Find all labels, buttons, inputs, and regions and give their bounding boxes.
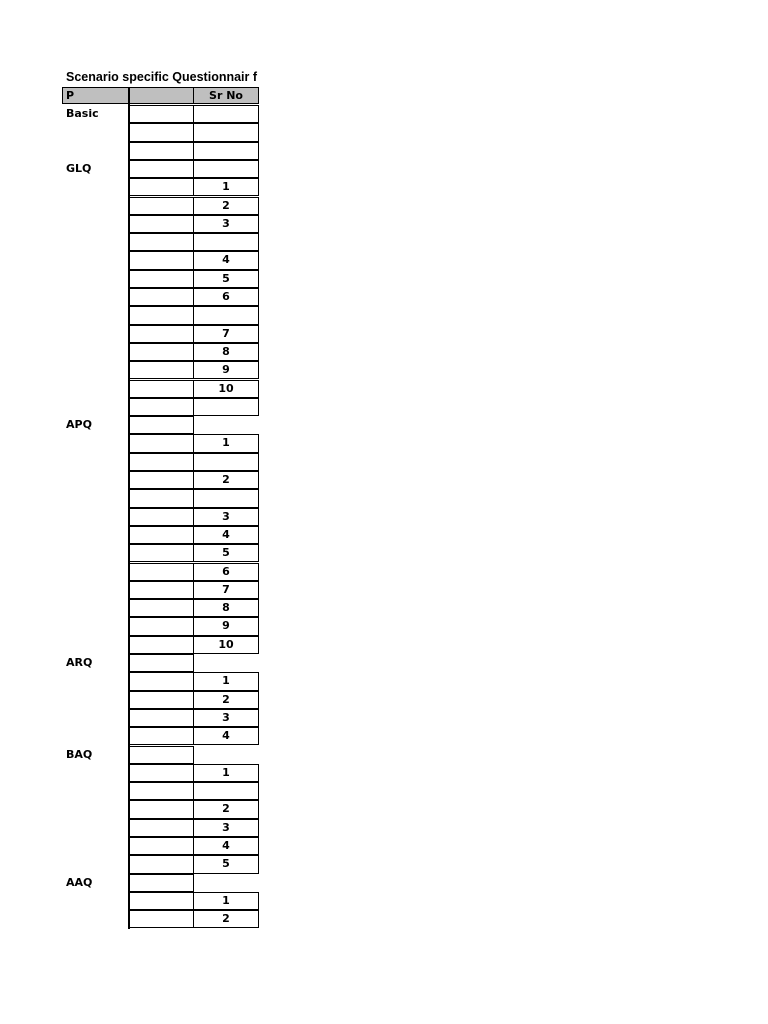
sr-no-value: 2 bbox=[222, 912, 230, 926]
section-label: Basic bbox=[66, 107, 99, 120]
table-cell[interactable] bbox=[128, 855, 194, 873]
sr-no-value bbox=[194, 746, 258, 764]
table-cell[interactable] bbox=[128, 178, 194, 196]
sr-no-value bbox=[194, 874, 258, 892]
table-cell[interactable] bbox=[128, 874, 194, 892]
sr-no-value: 5 bbox=[222, 271, 230, 285]
table-cell[interactable] bbox=[128, 471, 194, 489]
sr-no-value bbox=[194, 105, 258, 123]
table-cell[interactable] bbox=[128, 599, 194, 617]
table-cell[interactable] bbox=[128, 361, 194, 379]
table-cell[interactable] bbox=[128, 654, 194, 672]
table-cell[interactable] bbox=[128, 416, 194, 434]
table-cell[interactable] bbox=[128, 434, 194, 452]
table-cell[interactable] bbox=[128, 325, 194, 343]
sr-no-value: 1 bbox=[222, 893, 230, 907]
table-cell[interactable] bbox=[128, 453, 194, 471]
table-cell[interactable] bbox=[128, 105, 194, 123]
table-cell[interactable] bbox=[128, 727, 194, 745]
sr-no-value bbox=[194, 782, 258, 800]
sr-no-value: 10 bbox=[218, 381, 234, 395]
sr-no-value bbox=[194, 306, 258, 324]
sr-no-value: 4 bbox=[222, 527, 230, 541]
sr-no-value bbox=[194, 123, 258, 141]
table-cell[interactable] bbox=[128, 380, 194, 398]
section-label: ARQ bbox=[66, 656, 93, 669]
sr-no-value: 5 bbox=[222, 857, 230, 871]
sr-no-value bbox=[194, 142, 258, 160]
table-cell[interactable] bbox=[128, 489, 194, 507]
table-cell[interactable] bbox=[128, 746, 194, 764]
sr-no-value: 1 bbox=[222, 674, 230, 688]
section-label: BAQ bbox=[66, 747, 93, 761]
sr-no-value: 4 bbox=[222, 729, 230, 743]
sr-no-value: 3 bbox=[222, 820, 230, 834]
table-cell[interactable] bbox=[128, 617, 194, 635]
table-cell[interactable] bbox=[128, 544, 194, 562]
sr-no-value bbox=[194, 233, 258, 251]
table-cell[interactable] bbox=[128, 800, 194, 818]
sr-no-value: 10 bbox=[218, 637, 234, 651]
table-cell[interactable] bbox=[128, 910, 194, 928]
table-left-border bbox=[128, 87, 130, 929]
sr-no-value bbox=[194, 398, 258, 416]
sr-no-value: 6 bbox=[222, 290, 230, 303]
table-cell[interactable] bbox=[128, 563, 194, 581]
table-cell[interactable] bbox=[128, 636, 194, 654]
sr-no-value: 7 bbox=[222, 326, 230, 340]
table-cell[interactable] bbox=[128, 270, 194, 288]
sr-no-value: 1 bbox=[222, 436, 230, 450]
sr-no-value: 1 bbox=[222, 765, 230, 779]
sr-no-value: 8 bbox=[222, 344, 230, 358]
table-cell[interactable] bbox=[128, 160, 194, 178]
section-label: AAQ bbox=[66, 875, 93, 889]
sr-no-value: 5 bbox=[222, 546, 230, 560]
table-cell[interactable] bbox=[128, 892, 194, 910]
table-cell[interactable] bbox=[128, 526, 194, 544]
table-cell[interactable] bbox=[128, 288, 194, 306]
table-cell[interactable] bbox=[128, 142, 194, 160]
table-cell[interactable] bbox=[128, 123, 194, 141]
sr-no-value bbox=[194, 453, 258, 471]
sr-no-value: 3 bbox=[222, 710, 230, 724]
table-cell[interactable] bbox=[128, 764, 194, 782]
table-cell[interactable] bbox=[128, 672, 194, 690]
header-cell-p[interactable]: P bbox=[62, 87, 129, 104]
table-cell[interactable] bbox=[128, 197, 194, 215]
sr-no-value: 6 bbox=[222, 564, 230, 578]
sr-no-value bbox=[194, 416, 258, 434]
sr-no-value: 7 bbox=[222, 582, 230, 596]
sr-no-value: 4 bbox=[222, 839, 230, 852]
sr-no-value: 2 bbox=[222, 198, 230, 212]
sr-no-value: 8 bbox=[222, 601, 230, 615]
section-label: APQ bbox=[66, 418, 92, 432]
table-cell[interactable] bbox=[128, 343, 194, 361]
table-cell[interactable] bbox=[128, 215, 194, 233]
sr-no-value: 4 bbox=[222, 253, 230, 267]
sr-no-value: 9 bbox=[222, 363, 230, 377]
header-cell-sr-no[interactable]: Sr No bbox=[193, 87, 259, 104]
sr-no-value: 2 bbox=[222, 473, 230, 486]
table-cell[interactable] bbox=[128, 819, 194, 837]
table-cell[interactable] bbox=[128, 233, 194, 251]
table-cell[interactable] bbox=[128, 581, 194, 599]
table-cell[interactable] bbox=[128, 837, 194, 855]
sr-no-value: 3 bbox=[222, 509, 230, 523]
sr-no-value bbox=[194, 654, 258, 672]
sr-no-value bbox=[194, 160, 258, 178]
sheet-title: Scenario specific Questionnair f bbox=[66, 70, 258, 84]
table-cell[interactable] bbox=[128, 398, 194, 416]
sr-no-value: 2 bbox=[222, 802, 230, 816]
sr-no-value: 2 bbox=[222, 692, 230, 706]
sr-no-value: 9 bbox=[222, 619, 230, 633]
sr-no-value: 1 bbox=[222, 180, 230, 194]
table-cell[interactable] bbox=[128, 691, 194, 709]
table-cell[interactable] bbox=[128, 709, 194, 727]
table-cell[interactable] bbox=[128, 306, 194, 324]
sr-no-value bbox=[194, 489, 258, 507]
table-cell[interactable] bbox=[128, 251, 194, 269]
table-cell[interactable] bbox=[128, 782, 194, 800]
section-label: GLQ bbox=[66, 161, 92, 175]
table-cell[interactable] bbox=[128, 508, 194, 526]
header-cell-blank[interactable] bbox=[128, 87, 194, 104]
sr-no-value: 3 bbox=[222, 216, 230, 230]
